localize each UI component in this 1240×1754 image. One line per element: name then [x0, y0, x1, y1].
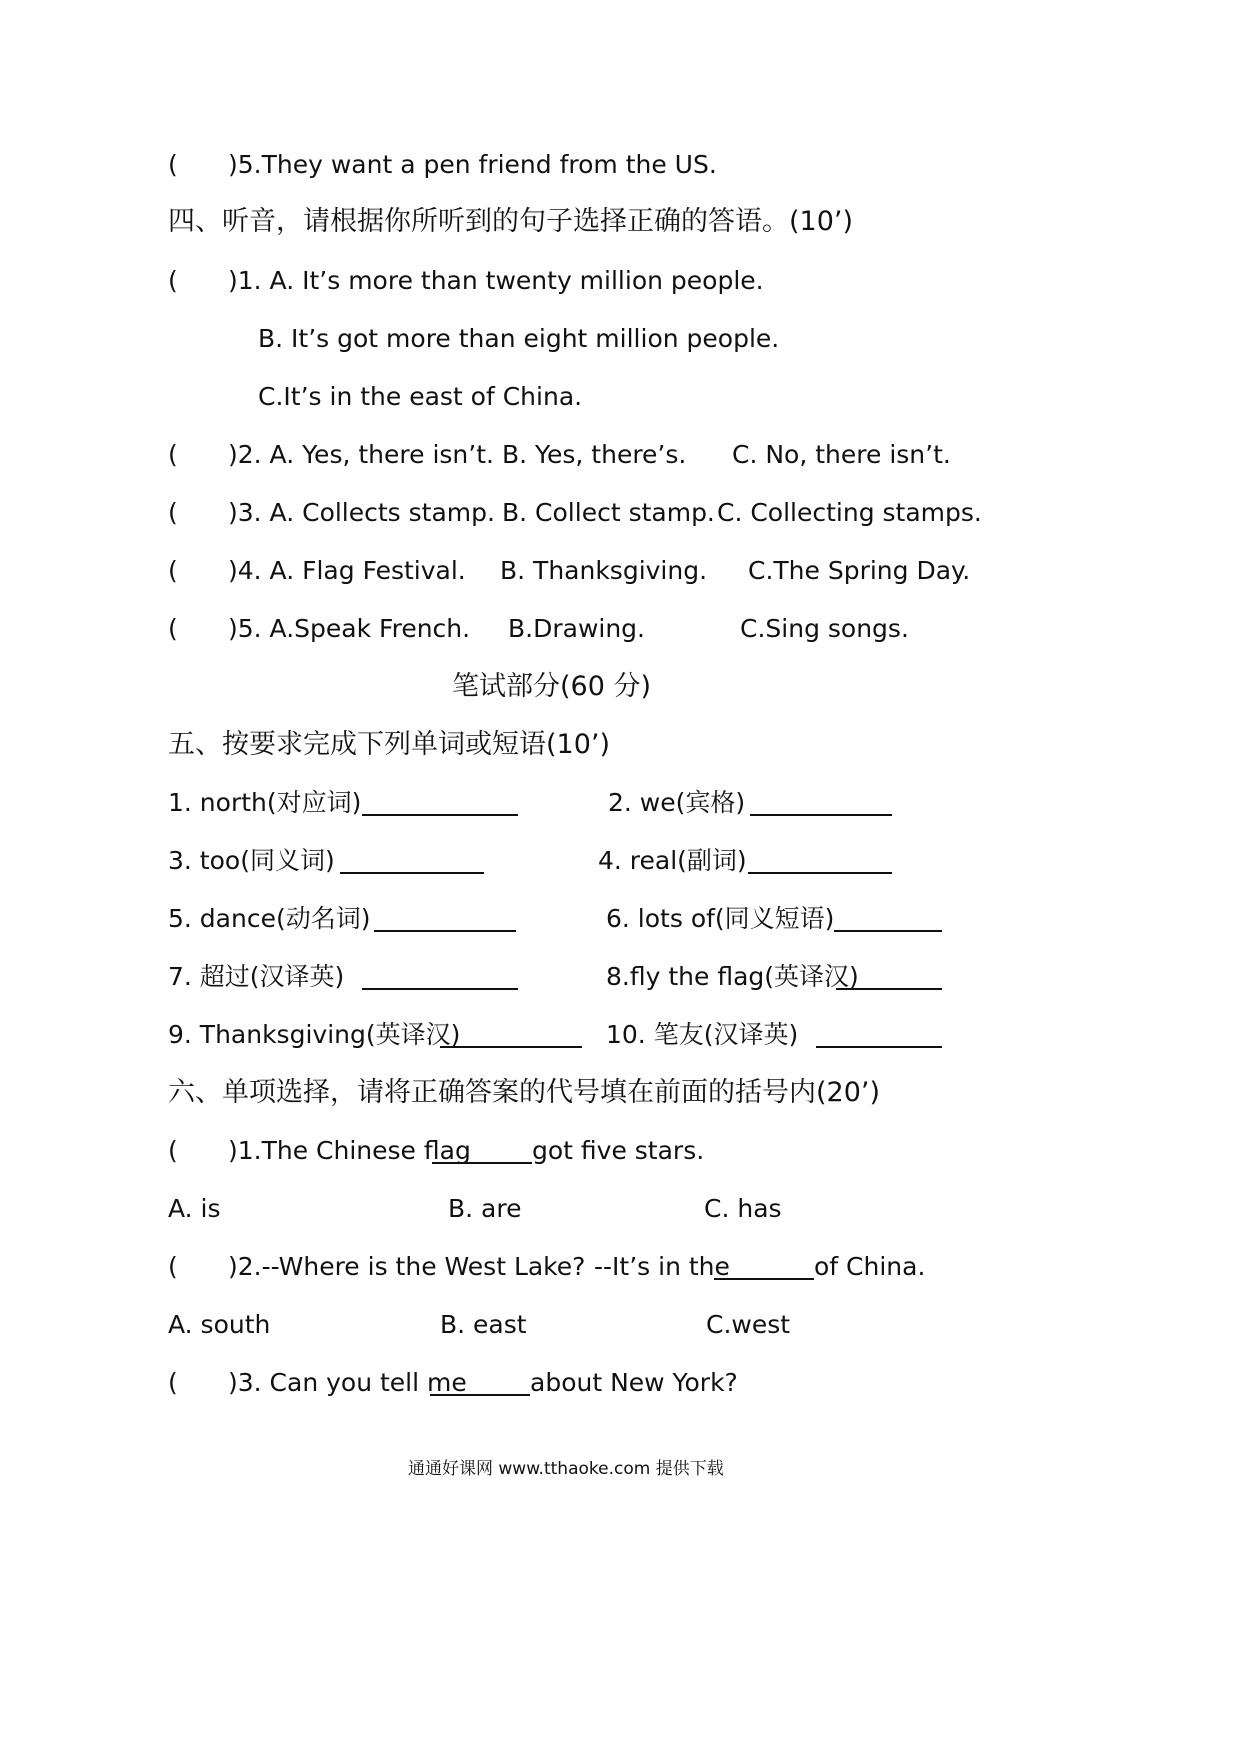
option-c: C.The Spring Day.	[748, 556, 971, 585]
option-a: )4. A. Flag Festival.	[228, 556, 466, 585]
option-a: )1. A. It’s more than twenty million people.	[228, 266, 764, 295]
question-stem-end: got five stars.	[532, 1136, 705, 1165]
question-stem: )3. Can you tell me	[228, 1368, 467, 1397]
answer-paren: (	[168, 556, 178, 585]
option-c: C.west	[706, 1310, 791, 1339]
answer-blank[interactable]	[836, 964, 942, 990]
answer-blank[interactable]	[440, 1022, 582, 1048]
option-a: A. south	[168, 1310, 271, 1339]
item-6: 6. lots of(同义短语)	[606, 904, 835, 933]
option-b: B.Drawing.	[508, 614, 645, 643]
answer-blank[interactable]	[430, 1370, 530, 1396]
item-7: 7. 超过(汉译英)	[168, 962, 345, 991]
option-c: C. Collecting stamps.	[717, 498, 982, 527]
item-10: 10. 笔友(汉译英)	[606, 1020, 799, 1049]
answer-paren: (	[168, 440, 178, 469]
answer-blank[interactable]	[748, 848, 892, 874]
option-a: )3. A. Collects stamp.	[228, 498, 495, 527]
option-b: B. are	[448, 1194, 522, 1223]
answer-blank[interactable]	[750, 790, 892, 816]
option-c: C.It’s in the east of China.	[258, 382, 583, 411]
item-5: 5. dance(动名词)	[168, 904, 371, 933]
item-4: 4. real(副词)	[598, 846, 747, 875]
answer-blank[interactable]	[816, 1022, 942, 1048]
answer-paren: (	[168, 498, 178, 527]
answer-blank[interactable]	[362, 964, 518, 990]
option-c: C. No, there isn’t.	[732, 440, 951, 469]
answer-blank[interactable]	[714, 1254, 814, 1280]
item-2: 2. we(宾格)	[608, 788, 746, 817]
answer-paren: (	[168, 1252, 178, 1281]
answer-paren: (	[168, 1368, 178, 1397]
option-c: C. has	[704, 1194, 782, 1223]
answer-paren: (	[168, 266, 178, 295]
item-3: 3. too(同义词)	[168, 846, 335, 875]
answer-blank[interactable]	[362, 790, 518, 816]
answer-paren: (	[168, 150, 178, 179]
item-8: 8.fly the flag(英译汉)	[606, 962, 859, 991]
answer-paren: (	[168, 614, 178, 643]
option-b: B. It’s got more than eight million people.	[258, 324, 780, 353]
option-a: A. is	[168, 1194, 221, 1223]
answer-line: --It’s in the	[594, 1252, 730, 1281]
answer-paren: (	[168, 1136, 178, 1165]
option-b: B. Collect stamp.	[502, 498, 715, 527]
option-c: C.Sing songs.	[740, 614, 909, 643]
answer-blank[interactable]	[340, 848, 484, 874]
item-9: 9. Thanksgiving(英译汉)	[168, 1020, 461, 1049]
option-a: )2. A. Yes, there isn’t.	[228, 440, 494, 469]
answer-blank[interactable]	[834, 906, 942, 932]
question-stem-end: about New York?	[530, 1368, 738, 1397]
option-b: B. Yes, there’s.	[502, 440, 687, 469]
question-stem: )1.The Chinese flag	[228, 1136, 471, 1165]
question-stem: )2.--Where is the West Lake?	[228, 1252, 586, 1281]
question-text: )5.They want a pen friend from the US.	[228, 150, 717, 179]
option-b: B. east	[440, 1310, 527, 1339]
answer-line-end: of China.	[814, 1252, 926, 1281]
answer-blank[interactable]	[432, 1138, 532, 1164]
option-b: B. Thanksgiving.	[500, 556, 708, 585]
option-a: )5. A.Speak French.	[228, 614, 471, 643]
answer-blank[interactable]	[374, 906, 516, 932]
item-1: 1. north(对应词)	[168, 788, 362, 817]
